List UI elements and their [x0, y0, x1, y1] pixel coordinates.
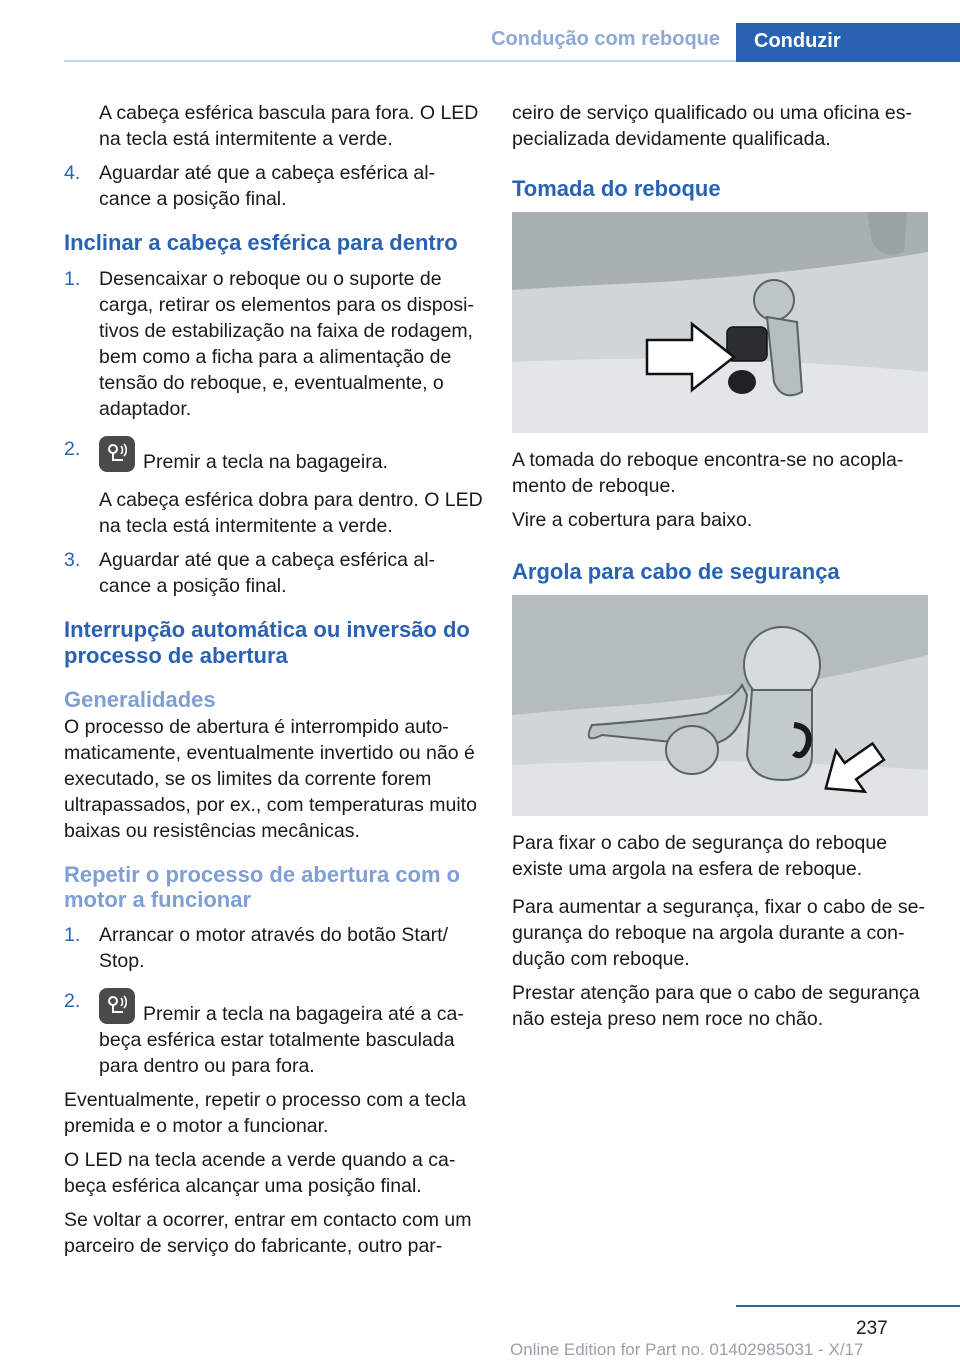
- page-header: [0, 0, 960, 62]
- header-section-title: Condução com reboque: [491, 28, 720, 50]
- step-number: 1.: [64, 924, 81, 946]
- heading-repetir: Repetir o processo de abertura com o motor a funcionar: [64, 862, 461, 912]
- heading-tomada: Tomada do reboque: [512, 176, 721, 201]
- safety-loop-illustration: [512, 595, 928, 816]
- header-rule: [64, 60, 736, 62]
- step-4: [64, 160, 484, 212]
- edition-footer: Online Edition for Part no. 01402985031 - X/17: [510, 1340, 864, 1359]
- generalidades-text: O processo de abertura é interrompido auto‐ maticamente, eventualmente invertido ou não é executado, se os limites da corrente forem ultrapassados, por ex., com temperaturas muito baixas ou resistências mecânicas.: [64, 716, 477, 842]
- heading-generalidades: Generalidades: [64, 687, 216, 712]
- step-number: 3.: [64, 549, 81, 571]
- step-text: Arrancar o motor através do botão Start/ Stop.: [99, 924, 449, 972]
- step-text: Desencaixar o reboque ou o suporte de carga, retirar os elementos para os disposi‐ tivos de estabilização na faixa de rodagem, bem como a ficha para a alimentação de tensão do reboque, e, eventualmente, o adaptador.: [99, 268, 475, 420]
- paragraph-1: Eventualmente, repetir o processo com a tecla premida e o motor a funcionar.: [64, 1089, 467, 1137]
- continued-text: A cabeça esférica bascula para fora. O LED na tecla está intermitente a verde.: [99, 102, 479, 150]
- step-subtext: A cabeça esférica dobra para dentro. O LED na tecla está intermitente a verde.: [99, 489, 483, 537]
- step-text: Premir a tecla na bagageira até a ca‐ beça esférica estar totalmente basculada para dentro ou para fora.: [99, 1003, 464, 1077]
- heading-argola: Argola para cabo de segurança: [512, 559, 840, 584]
- right-column: [512, 100, 928, 1040]
- socket-illustration: [512, 212, 928, 433]
- argola-paragraph-2: Para aumentar a segurança, fixar o cabo de se‐ gurança do reboque na argola durante a con‐ dução com reboque.: [512, 896, 925, 970]
- repetir-step-2: [64, 988, 484, 1079]
- tomada-paragraph-2: Vire a cobertura para baixo.: [512, 509, 753, 531]
- header-chapter-tab: Conduzir: [736, 23, 960, 62]
- heading-interrupcao: Interrupção automática ou inversão do processo de abertura: [64, 617, 470, 668]
- step-text: Aguardar até que a cabeça esférica al‐ cance a posição final.: [99, 549, 436, 597]
- paragraph-2: O LED na tecla acende a verde quando a ca‐ beça esférica alcançar uma posição final.: [64, 1149, 456, 1197]
- heading-inclinar: Inclinar a cabeça esférica para dentro: [64, 230, 458, 255]
- footer-rule: [736, 1305, 960, 1307]
- step-text: Aguardar até que a cabeça esférica al‐ cance a posição final.: [99, 162, 436, 210]
- step-text: Premir a tecla na bagageira.: [143, 451, 388, 473]
- towbar-key-icon: [99, 436, 135, 472]
- repetir-step-1: [64, 922, 484, 974]
- continued-text: ceiro de serviço qualificado ou uma oficina es‐ pecializada devidamente qualificada.: [512, 102, 912, 150]
- left-column: [64, 100, 484, 1267]
- towbar-key-icon: [99, 988, 135, 1024]
- inclinar-step-1: [64, 266, 484, 422]
- tomada-paragraph-1: A tomada do reboque encontra-se no acopla‐ mento de reboque.: [512, 449, 904, 497]
- argola-paragraph-3: Prestar atenção para que o cabo de segurança não esteja preso nem roce no chão.: [512, 982, 920, 1030]
- step-number: 4.: [64, 162, 81, 184]
- inclinar-step-2: [64, 436, 484, 539]
- step-number: 2.: [64, 438, 81, 460]
- step-number: 1.: [64, 268, 81, 290]
- step-number: 2.: [64, 990, 81, 1012]
- inclinar-step-3: [64, 547, 484, 599]
- argola-paragraph-1: Para fixar o cabo de segurança do reboque existe uma argola na esfera de reboque.: [512, 832, 888, 880]
- page-number: 237: [856, 1318, 888, 1339]
- paragraph-3: Se voltar a ocorrer, entrar em contacto com um parceiro de serviço do fabricante, outro par‐: [64, 1209, 472, 1257]
